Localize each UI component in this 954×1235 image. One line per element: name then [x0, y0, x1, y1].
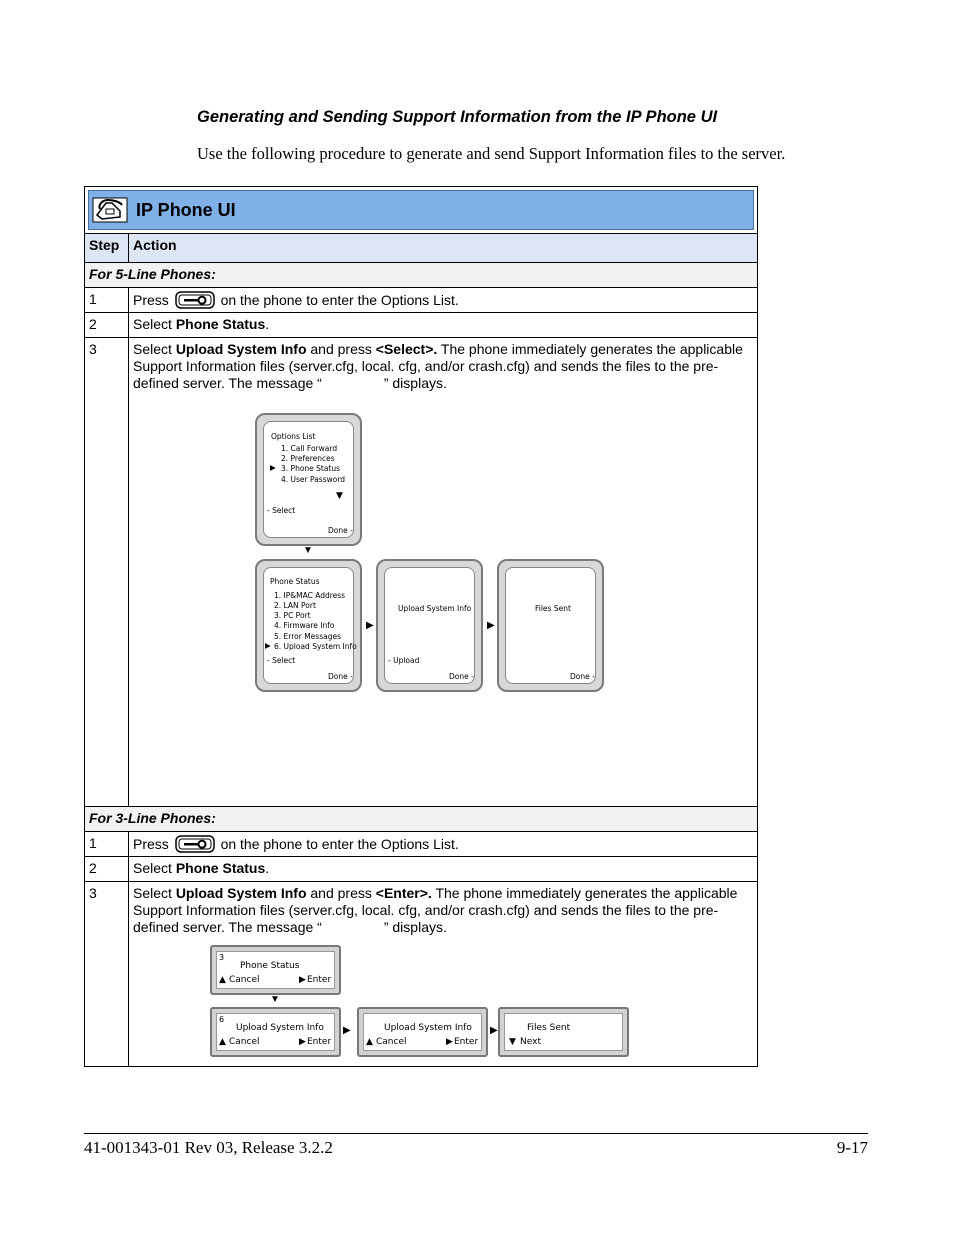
right-arrow-icon: ▶ [446, 1037, 453, 1047]
right-arrow-icon: ▶ [490, 1025, 498, 1036]
table-row [85, 832, 758, 857]
down-arrow-icon: ▼ [509, 1037, 516, 1047]
options-list-screen [255, 413, 362, 546]
step-1-text: on the phone to enter the Options List. [220, 292, 459, 308]
intro-text: Use the following procedure to generate and send Support Information files to the server. [197, 144, 786, 163]
ip-phone-ui-frame [84, 186, 758, 234]
select-word: Select [133, 341, 172, 357]
softkey-right: Done - [328, 672, 353, 681]
step-number: 1 [85, 832, 129, 857]
period: . [265, 316, 270, 332]
screen-title: Phone Status [240, 961, 300, 971]
ip-phone-ui-banner [88, 190, 754, 230]
and-press-text: and press [310, 885, 372, 901]
phone-handset-icon [92, 197, 128, 223]
screen-title: Upload System Info [398, 604, 472, 613]
right-arrow-icon: ▶ [487, 620, 495, 631]
softkey-left: Cancel [229, 975, 260, 985]
softkey-right: Done - [328, 526, 353, 535]
files-sent-lcd [498, 1007, 629, 1057]
upload-system-info-term: Upload System Info [175, 885, 307, 901]
menu-item: 5. Error Messages [274, 632, 341, 641]
down-arrow-icon: ▼ [303, 545, 313, 556]
enter-key-term: <Enter>. [375, 885, 432, 901]
menu-item: 1. Call Forward [281, 444, 338, 453]
screen-title: Files Sent [527, 1023, 571, 1033]
group-3-line-row [85, 807, 758, 832]
menu-item: 1. IP&MAC Address [274, 591, 346, 600]
menu-item: 6. Upload System Info [274, 642, 357, 651]
footer-page-number: 9-17 [836, 1138, 868, 1157]
softkey-left: - Upload [388, 656, 420, 665]
select-word: Select [133, 885, 172, 901]
step-1-text: on the phone to enter the Options List. [220, 836, 459, 852]
menu-item: 2. Preferences [281, 454, 335, 463]
step-action [129, 288, 758, 313]
item-number: 6 [219, 1015, 225, 1024]
upload-system-info-lcd [210, 1007, 341, 1057]
menu-item: 3. Phone Status [281, 464, 341, 473]
softkey-left: Cancel [376, 1037, 407, 1047]
softkey-right: Enter [307, 1037, 332, 1047]
up-arrow-icon: ▲ [366, 1037, 373, 1047]
upload-system-info-screen [376, 559, 483, 692]
right-arrow-icon: ▶ [366, 620, 374, 631]
options-key-icon [175, 291, 215, 309]
softkey-left: Next [520, 1037, 541, 1047]
phone-status-screen [255, 559, 362, 692]
softkey-right: Enter [454, 1037, 479, 1047]
softkey-right: Enter [307, 975, 332, 985]
section-title: Generating and Sending Support Information from the IP Phone UI [197, 108, 718, 126]
press-word: Press [133, 836, 169, 852]
banner-title: IP Phone UI [136, 199, 236, 220]
upload-system-info-term: Upload System Info [175, 341, 307, 357]
screen-title: Upload System Info [384, 1023, 472, 1033]
phone-status-term: Phone Status [175, 860, 266, 876]
screen-title: Options List [271, 432, 316, 441]
step-action [129, 857, 758, 882]
select-word: Select [133, 860, 172, 876]
period: . [265, 860, 270, 876]
displays-text: ” displays. [383, 919, 447, 935]
select-word: Select [133, 316, 172, 332]
softkey-left: - Select [267, 656, 296, 665]
displays-text: ” displays. [383, 375, 447, 391]
table-row [85, 857, 758, 882]
step-number: 2 [85, 313, 129, 338]
selection-arrow-icon: ▶ [265, 641, 271, 650]
screen-title: Phone Status [270, 577, 320, 586]
selection-arrow-icon: ▶ [270, 463, 276, 472]
scroll-down-icon: ▼ [336, 491, 343, 501]
step-action [129, 832, 758, 857]
menu-item: 3. PC Port [274, 611, 311, 620]
softkey-left: - Select [267, 506, 296, 515]
softkey-left: Cancel [229, 1037, 260, 1047]
step-3-text: The phone immediately generates the applicable Support Information files (server.cfg, local. cfg, and/or crash.cfg) and sends the files to the pre-defined server. The message “ [133, 885, 738, 935]
and-press-text: and press [310, 341, 372, 357]
screen-title: Files Sent [535, 604, 571, 613]
right-arrow-icon: ▶ [343, 1025, 351, 1036]
upload-confirm-lcd [357, 1007, 488, 1057]
col-action-header: Action [129, 234, 758, 263]
group-3-line-label: For 3-Line Phones: [85, 807, 758, 832]
step-number: 1 [85, 288, 129, 313]
phone-status-lcd [210, 945, 341, 995]
footer-divider [84, 1133, 868, 1134]
footer-doc-id: 41-001343-01 Rev 03, Release 3.2.2 [84, 1138, 333, 1157]
softkey-right: Done - [570, 672, 595, 681]
col-step-header: Step [85, 234, 129, 263]
options-key-icon [175, 835, 215, 853]
table-row [85, 313, 758, 338]
up-arrow-icon: ▲ [219, 1037, 226, 1047]
menu-item: 2. LAN Port [274, 601, 316, 610]
softkey-right: Done - [449, 672, 474, 681]
up-arrow-icon: ▲ [219, 975, 226, 985]
group-5-line-row [85, 263, 758, 288]
table-header-row [85, 234, 758, 263]
table-row [85, 288, 758, 313]
phone-status-term: Phone Status [175, 316, 266, 332]
screen-title: Upload System Info [236, 1023, 324, 1033]
item-number: 3 [219, 953, 225, 962]
step-number: 3 [85, 338, 129, 807]
select-key-term: <Select>. [375, 341, 438, 357]
step-number: 3 [85, 882, 129, 1067]
down-arrow-icon: ▼ [270, 994, 280, 1005]
right-arrow-icon: ▶ [299, 1037, 306, 1047]
group-5-line-label: For 5-Line Phones: [85, 263, 758, 288]
menu-item: 4. Firmware Info [274, 621, 335, 630]
step-number: 2 [85, 857, 129, 882]
menu-item: 4. User Password [281, 475, 346, 484]
step-3-text: The phone immediately generates the applicable Support Information files (server.cfg, local. cfg, and/or crash.cfg) and sends the files to the pre-defined server. The message “ [133, 341, 743, 391]
press-word: Press [133, 292, 169, 308]
right-arrow-icon: ▶ [299, 975, 306, 985]
step-action [129, 313, 758, 338]
files-sent-screen [497, 559, 604, 692]
